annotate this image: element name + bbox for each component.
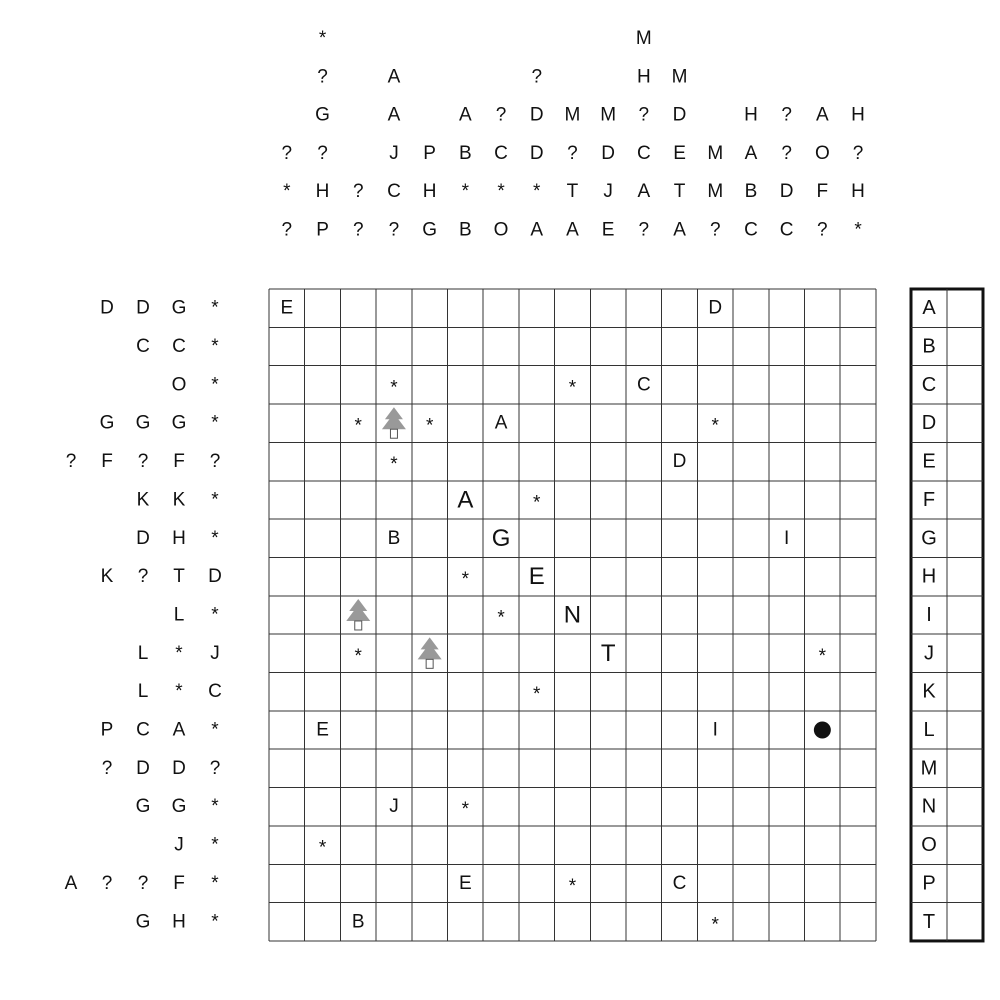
row-clue: ? <box>137 566 149 588</box>
grid-cell-letter: A <box>457 486 474 514</box>
row-clue: C <box>172 336 186 358</box>
row-clue: * <box>211 911 219 933</box>
row-clue: * <box>211 412 219 434</box>
row-clue: G <box>135 412 151 434</box>
row-clues <box>65 298 222 933</box>
column-clue: D <box>529 142 544 164</box>
row-clue: P <box>100 719 114 741</box>
letter-key-panel <box>911 289 983 941</box>
column-clues <box>282 28 865 241</box>
column-clue: * <box>854 219 862 241</box>
agent-dot-icon <box>814 722 831 739</box>
column-clue: G <box>315 104 330 126</box>
column-clue: J <box>603 181 613 203</box>
column-clue: * <box>318 28 327 49</box>
column-clue: ? <box>638 219 650 241</box>
column-clue: O <box>814 142 830 164</box>
grid-cell-letter: * <box>818 645 827 667</box>
column-clue: * <box>283 181 291 203</box>
row-clue: ? <box>137 451 149 473</box>
row-clue: G <box>99 412 115 434</box>
row-clue: F <box>101 451 113 473</box>
column-clue: E <box>601 219 615 241</box>
column-clue: ? <box>567 142 578 164</box>
column-clue: ? <box>281 219 293 241</box>
column-clue: ? <box>638 104 650 126</box>
column-clue: H <box>422 181 437 203</box>
column-clue: * <box>461 181 470 203</box>
column-clue: D <box>529 104 544 126</box>
column-clue: C <box>494 142 508 164</box>
key-letter: C <box>921 373 937 396</box>
row-clue: D <box>100 297 114 319</box>
grid-cell-letter: * <box>461 569 470 591</box>
key-letter: L <box>923 719 935 742</box>
column-clue: M <box>671 66 688 88</box>
row-clue: C <box>208 681 222 703</box>
key-letter: T <box>922 910 936 933</box>
row-clue: G <box>135 911 151 933</box>
row-clue: H <box>172 527 186 549</box>
column-clue: A <box>816 104 829 126</box>
row-clue: ? <box>209 757 221 779</box>
row-clue: * <box>211 604 219 626</box>
column-clue: ? <box>352 181 364 203</box>
row-clue: C <box>136 719 150 741</box>
column-clue: ? <box>352 219 364 241</box>
column-clue: D <box>672 104 687 126</box>
column-clue: * <box>497 181 505 203</box>
row-clue: T <box>173 566 185 588</box>
grid-cell-letter: C <box>672 872 687 894</box>
column-clue: C <box>744 219 758 241</box>
row-clue: G <box>171 412 187 434</box>
grid-cell-letter: C <box>636 374 651 396</box>
row-clue: * <box>211 527 219 549</box>
grid-cell-letter: * <box>354 415 362 437</box>
grid-cell-letter: B <box>351 911 365 933</box>
grid-cell-letter: * <box>711 415 719 437</box>
column-clue: M <box>600 104 617 126</box>
grid-cell-letter: * <box>425 415 434 437</box>
row-clue: * <box>175 681 183 703</box>
grid-cell-letter: * <box>711 914 719 936</box>
column-clue: M <box>707 181 724 203</box>
row-clue: G <box>135 796 151 818</box>
column-clue: D <box>601 142 616 164</box>
tree-icon <box>418 637 442 668</box>
key-letter: F <box>922 488 936 511</box>
column-clue: ? <box>531 66 543 88</box>
column-clue: ? <box>781 104 792 126</box>
grid-cell-letter: * <box>318 837 327 859</box>
grid-cell-letter: * <box>533 684 541 706</box>
column-clue: ? <box>388 219 400 241</box>
column-clue: ? <box>709 219 721 241</box>
grid-cell-letter: * <box>461 799 470 821</box>
grid-cell-letter: E <box>528 563 545 591</box>
grid-cell-letter: * <box>354 645 362 667</box>
key-letter: E <box>922 450 936 473</box>
row-clue: ? <box>137 872 149 894</box>
key-letter: N <box>921 795 937 818</box>
column-clue: P <box>423 142 436 164</box>
grid-cells <box>281 298 831 936</box>
grid-cell-letter: * <box>497 607 505 629</box>
row-clue: G <box>171 796 187 818</box>
grid-cell-letter: G <box>491 524 511 552</box>
grid-cell-letter: E <box>316 719 329 741</box>
grid-cell-letter: J <box>389 796 399 818</box>
column-clue: G <box>422 219 438 241</box>
column-clue: F <box>816 181 829 203</box>
column-clue: A <box>566 219 579 241</box>
column-clue: ? <box>817 219 828 241</box>
row-clue: H <box>172 911 186 933</box>
column-clue: T <box>566 181 579 203</box>
column-clue: C <box>636 142 651 164</box>
grid-cell-letter: D <box>708 297 723 319</box>
row-clue: G <box>171 297 187 319</box>
row-clue: C <box>136 336 150 358</box>
column-clue: A <box>387 66 401 88</box>
grid-cell-letter: E <box>280 297 294 319</box>
row-clue: F <box>173 872 185 894</box>
grid-cell-letter: D <box>672 451 687 473</box>
row-clue: J <box>174 834 184 856</box>
grid-cell-letter: E <box>459 872 472 894</box>
row-clue: K <box>172 489 186 511</box>
row-clue: O <box>171 374 187 396</box>
row-clue: J <box>210 642 220 664</box>
row-clue: * <box>211 872 219 894</box>
column-clue: * <box>533 181 541 203</box>
column-clue: D <box>779 181 794 203</box>
tree-icon <box>382 407 406 438</box>
grid-cell-letter: * <box>568 377 577 399</box>
column-clue: B <box>744 181 758 203</box>
column-clue: B <box>459 219 472 241</box>
key-letter: B <box>922 335 936 358</box>
column-clue: M <box>707 142 724 164</box>
row-clue: ? <box>209 451 221 473</box>
column-clue: ? <box>317 66 328 88</box>
column-clue: H <box>315 181 330 203</box>
grid-cell-letter: * <box>390 377 398 399</box>
row-clue: ? <box>65 451 77 473</box>
row-clue: F <box>173 451 185 473</box>
row-clue: ? <box>101 872 113 894</box>
column-clue: A <box>459 104 472 126</box>
row-clue: ? <box>101 757 113 779</box>
row-clue: L <box>173 604 185 626</box>
row-clue: * <box>175 642 183 664</box>
grid-cell-letter: * <box>533 492 541 514</box>
grid-cell-letter: I <box>712 719 718 741</box>
column-clue: H <box>636 66 651 88</box>
key-letter: H <box>921 565 937 588</box>
column-clue: P <box>316 219 329 241</box>
column-clue: ? <box>495 104 507 126</box>
column-clue: B <box>459 142 472 164</box>
column-clue: A <box>637 181 651 203</box>
grid-cell-letter: A <box>494 412 508 434</box>
grid-cell-letter: T <box>600 639 616 667</box>
column-clue: ? <box>317 142 328 164</box>
column-clue: A <box>530 219 544 241</box>
column-clue: C <box>779 219 794 241</box>
row-clue: K <box>100 566 114 588</box>
column-clue: A <box>673 219 686 241</box>
column-clue: ? <box>281 142 293 164</box>
row-clue: D <box>208 566 222 588</box>
key-letter: D <box>921 412 937 435</box>
grid-cell-letter: N <box>563 601 582 629</box>
key-letter: A <box>922 297 936 320</box>
row-clue: * <box>211 834 219 856</box>
row-clue: D <box>136 297 150 319</box>
key-letter: K <box>922 680 936 703</box>
row-clue: L <box>137 681 149 703</box>
key-letter: I <box>926 603 932 626</box>
row-clue: * <box>211 336 219 358</box>
column-clue: O <box>493 219 509 241</box>
grid-cell-letter: * <box>568 875 577 897</box>
column-clue: H <box>851 181 865 203</box>
column-clue: H <box>744 104 758 126</box>
row-clue: A <box>64 872 78 894</box>
key-letter: P <box>922 872 936 895</box>
column-clue: M <box>635 28 652 49</box>
row-clue: A <box>172 719 186 741</box>
key-letter: M <box>920 757 938 780</box>
row-clue: D <box>172 757 186 779</box>
key-letter: O <box>921 834 937 857</box>
column-clue: A <box>744 142 758 164</box>
column-clue: J <box>389 142 399 164</box>
row-clue: * <box>211 374 219 396</box>
tree-icon <box>346 599 370 630</box>
row-clue: * <box>211 719 219 741</box>
row-clue: * <box>211 796 219 818</box>
column-clue: A <box>387 104 401 126</box>
row-clue: * <box>211 489 219 511</box>
row-clue: * <box>211 297 219 319</box>
key-letter: G <box>921 527 937 550</box>
column-clue: C <box>387 181 401 203</box>
row-clue: D <box>136 527 150 549</box>
row-clue: D <box>136 757 150 779</box>
column-clue: T <box>673 181 686 203</box>
key-letter: J <box>924 642 934 665</box>
column-clue: ? <box>781 142 792 164</box>
column-clue: ? <box>852 142 864 164</box>
column-clue: E <box>673 142 686 164</box>
grid-cell-letter: I <box>784 527 790 549</box>
column-clue: M <box>564 104 581 126</box>
grid-cell-letter: B <box>387 527 401 549</box>
row-clue: K <box>136 489 150 511</box>
row-clue: L <box>137 642 149 664</box>
column-clue: H <box>851 104 865 126</box>
grid-cell-letter: * <box>390 454 398 476</box>
